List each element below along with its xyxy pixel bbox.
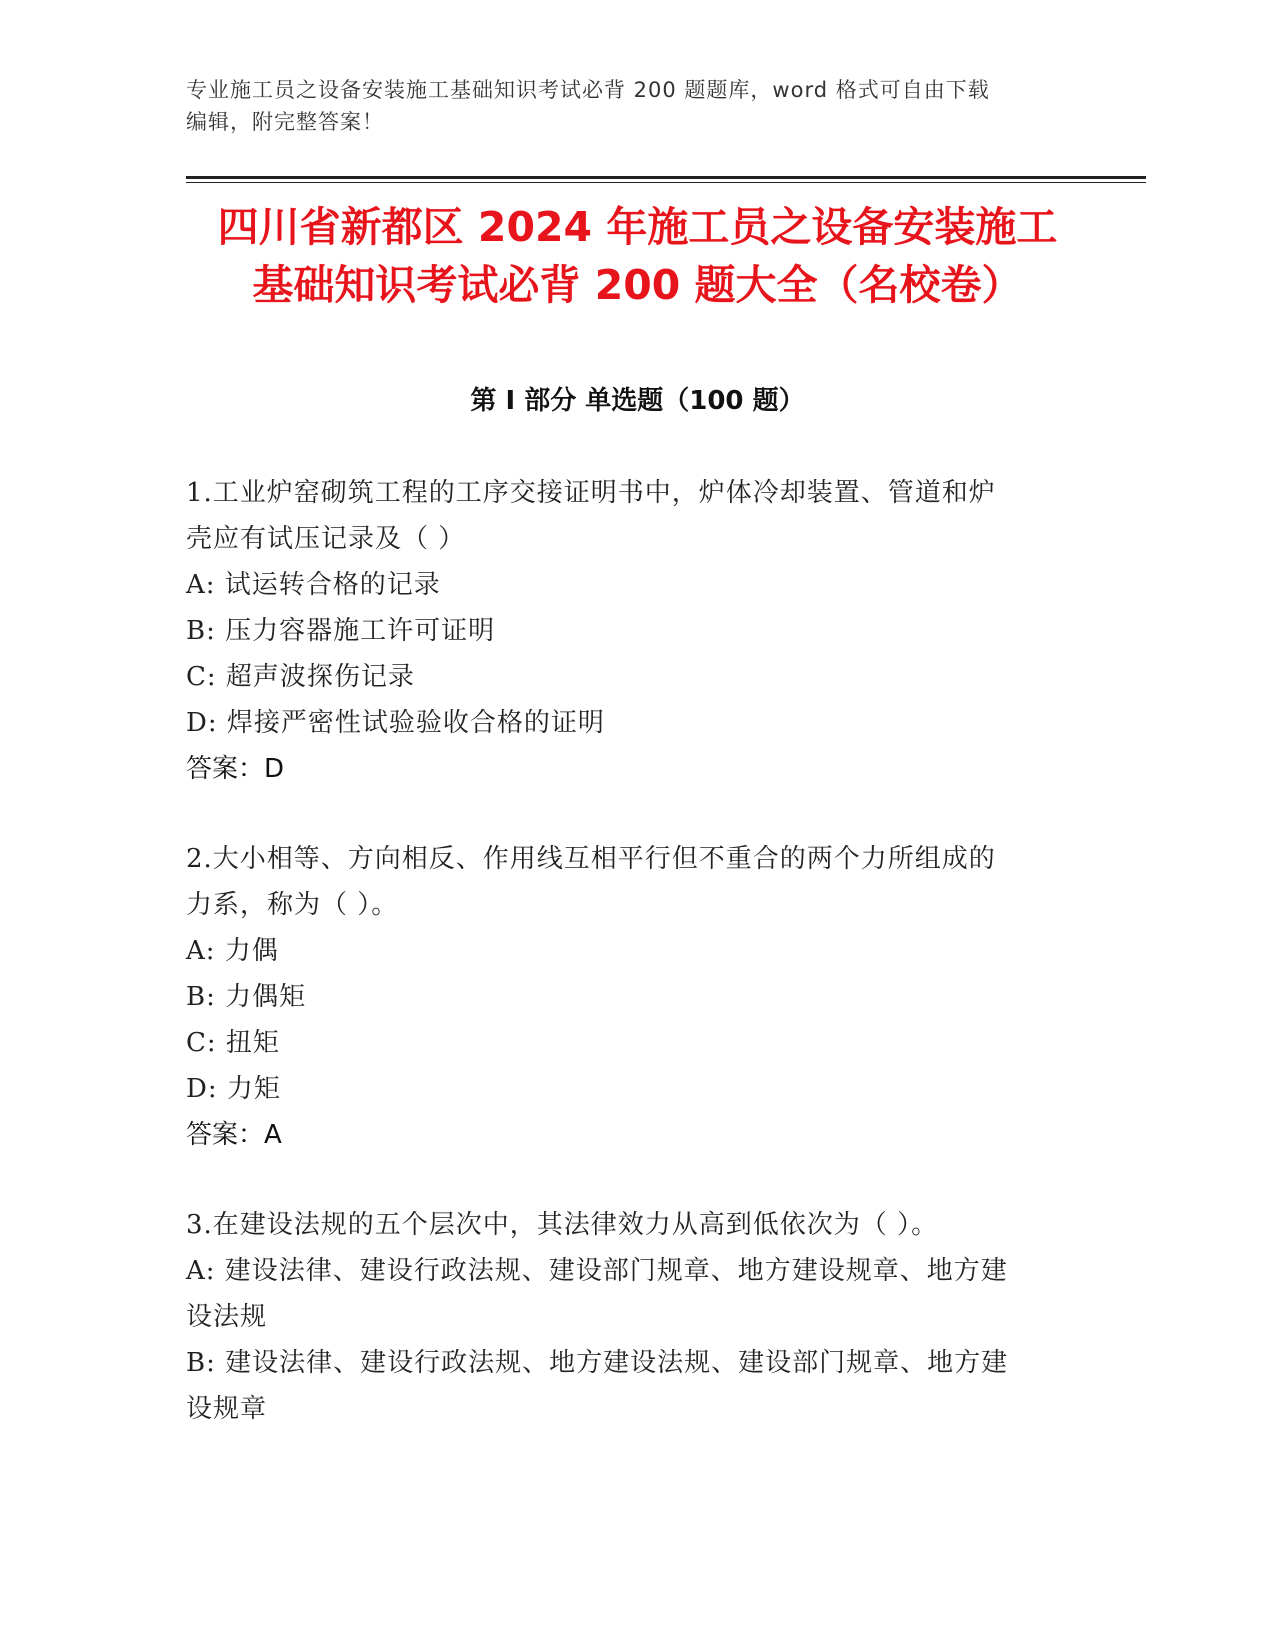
document-title-line1: 四川省新都区 2024 年施工员之设备安装施工 <box>217 203 1058 251</box>
question-list <box>186 470 1066 1476</box>
question-3 <box>186 1202 1066 1432</box>
option-a-cont: 设法规 <box>186 1302 268 1332</box>
option-b-cont: 设规章 <box>186 1394 268 1424</box>
option-a: A: 建设法律、建设行政法规、建设部门规章、地方建设规章、地方建 <box>186 1256 1008 1286</box>
option-a: A: 试运转合格的记录 <box>186 570 441 600</box>
option-d: D: 力矩 <box>186 1074 281 1104</box>
header-note-line1: 专业施工员之设备安装施工基础知识考试必背 200 题题库，word 格式可自由下载 <box>186 78 990 102</box>
header-divider-thick <box>186 176 1146 179</box>
question-stem: 1.工业炉窑砌筑工程的工序交接证明书中，炉体冷却装置、管道和炉 <box>186 478 996 508</box>
option-d: D: 焊接严密性试验验收合格的证明 <box>186 708 605 738</box>
header-note-line2: 编辑，附完整答案！ <box>186 110 384 134</box>
answer-text: 答案：A <box>186 1120 282 1150</box>
option-c: C: 超声波探伤记录 <box>186 662 415 692</box>
question-2 <box>186 836 1066 1158</box>
document-title-line2: 基础知识考试必背 200 题大全（名校卷） <box>252 261 1023 309</box>
option-b: B: 建设法律、建设行政法规、地方建设法规、建设部门规章、地方建 <box>186 1348 1009 1378</box>
option-c: C: 扭矩 <box>186 1028 280 1058</box>
option-b: B: 压力容器施工许可证明 <box>186 616 496 646</box>
question-1 <box>186 470 1066 792</box>
question-stem-cont: 壳应有试压记录及（ ） <box>186 524 466 554</box>
question-stem: 3.在建设法规的五个层次中，其法律效力从高到低依次为（ ）。 <box>186 1210 939 1240</box>
answer-text: 答案：D <box>186 754 285 784</box>
question-stem-cont: 力系，称为（ ）。 <box>186 890 399 920</box>
option-b: B: 力偶矩 <box>186 982 307 1012</box>
question-stem: 2.大小相等、方向相反、作用线互相平行但不重合的两个力所组成的 <box>186 844 996 874</box>
document-title <box>150 198 1125 314</box>
header-divider-thin <box>186 182 1146 183</box>
option-a: A: 力偶 <box>186 936 279 966</box>
header-note <box>186 74 1086 138</box>
section-heading: 第 I 部分 单选题（100 题） <box>470 386 805 416</box>
